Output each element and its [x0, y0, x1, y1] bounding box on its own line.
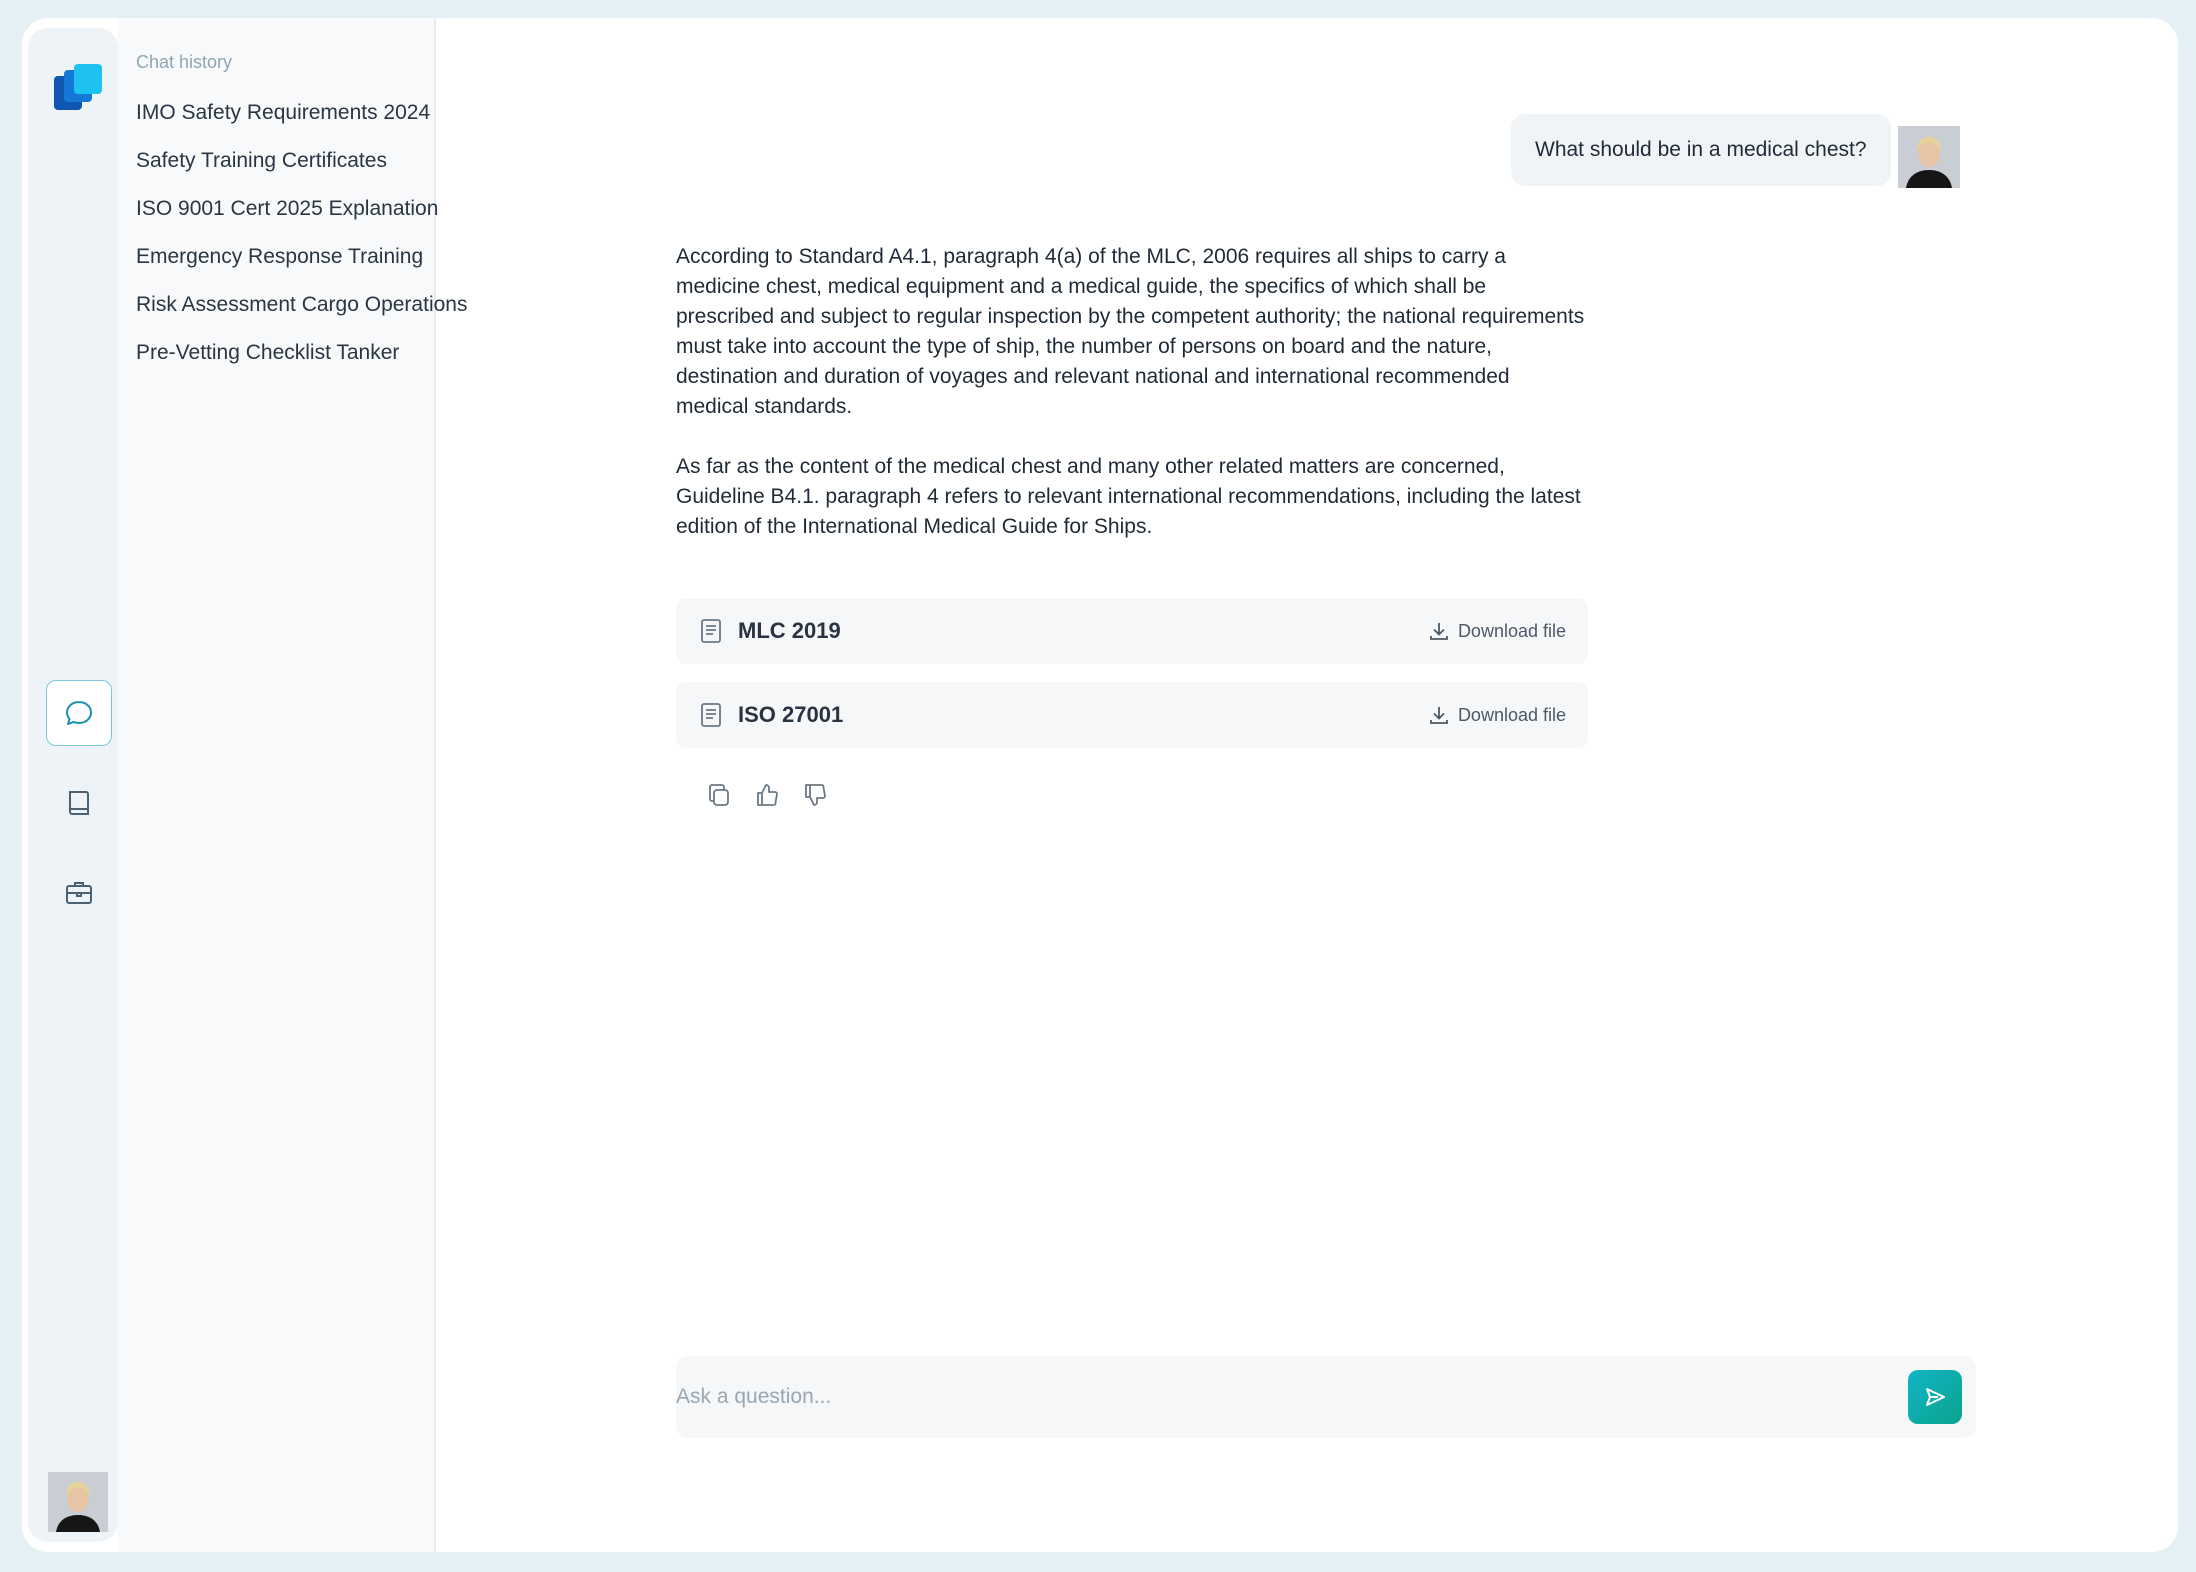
history-panel — [118, 18, 468, 1552]
send-icon — [1923, 1385, 1947, 1409]
briefcase-icon — [63, 877, 95, 909]
chat-bubble-icon — [63, 697, 95, 729]
download-icon — [1428, 620, 1450, 642]
download-file-button[interactable] — [1428, 620, 1566, 642]
message-actions — [706, 782, 850, 808]
composer — [676, 1356, 1976, 1438]
user-avatar — [1898, 126, 1960, 188]
history-list — [136, 98, 468, 386]
thumbs-up-icon[interactable] — [754, 782, 780, 808]
answer-paragraph: As far as the content of the medical chest and many other related matters are concerned, Guideline B4.1. paragraph 4 refers to relevant international recommendations, including the latest edition of the International Medical Guide for Ships. — [676, 455, 1581, 538]
file-name: ISO 27001 — [738, 702, 844, 727]
answer-paragraph: According to Standard A4.1, paragraph 4(a) of the MLC, 2006 requires all ships to carry a medicine chest, medical equipment and a medical guide, the specifics of which shall be prescribed and subject to regular inspection by the competent authority; the national requirements must take into account the type of ship, the number of persons on board and the nature, destination and duration of voyages and relevant national and international recommended medical standards. — [676, 245, 1585, 418]
file-name: MLC 2019 — [738, 618, 841, 643]
icon-rail — [28, 28, 118, 1542]
history-item[interactable]: Pre-Vetting Checklist Tanker — [136, 341, 400, 364]
thumbs-down-icon[interactable] — [802, 782, 828, 808]
app-logo-icon[interactable] — [52, 62, 104, 114]
download-label: Download file — [1457, 704, 1566, 725]
history-heading: Chat history — [136, 52, 233, 72]
book-icon — [63, 787, 95, 819]
document-icon — [698, 618, 724, 644]
file-card — [676, 598, 1588, 664]
app-window — [22, 18, 2178, 1552]
chat-area — [436, 18, 2178, 1552]
nav-tools-button[interactable] — [46, 860, 112, 926]
send-button[interactable] — [1908, 1370, 1962, 1424]
question-input[interactable] — [676, 1356, 1856, 1438]
copy-icon[interactable] — [706, 782, 732, 808]
document-icon — [698, 702, 724, 728]
history-item[interactable]: IMO Safety Requirements 2024 — [136, 101, 431, 124]
history-item[interactable]: ISO 9001 Cert 2025 Explanation — [136, 197, 439, 220]
profile-avatar[interactable] — [48, 1472, 108, 1532]
user-message: What should be in a medical chest? — [1511, 114, 1891, 186]
assistant-answer — [676, 242, 1586, 572]
nav-library-button[interactable] — [46, 770, 112, 836]
file-card — [676, 682, 1588, 748]
nav-chat-button[interactable] — [46, 680, 112, 746]
history-item[interactable]: Emergency Response Training — [136, 245, 424, 268]
download-file-button[interactable] — [1428, 704, 1566, 726]
history-item[interactable]: Safety Training Certificates — [136, 149, 387, 172]
history-item[interactable]: Risk Assessment Cargo Operations — [136, 293, 468, 316]
download-icon — [1428, 704, 1450, 726]
download-label: Download file — [1457, 620, 1566, 641]
